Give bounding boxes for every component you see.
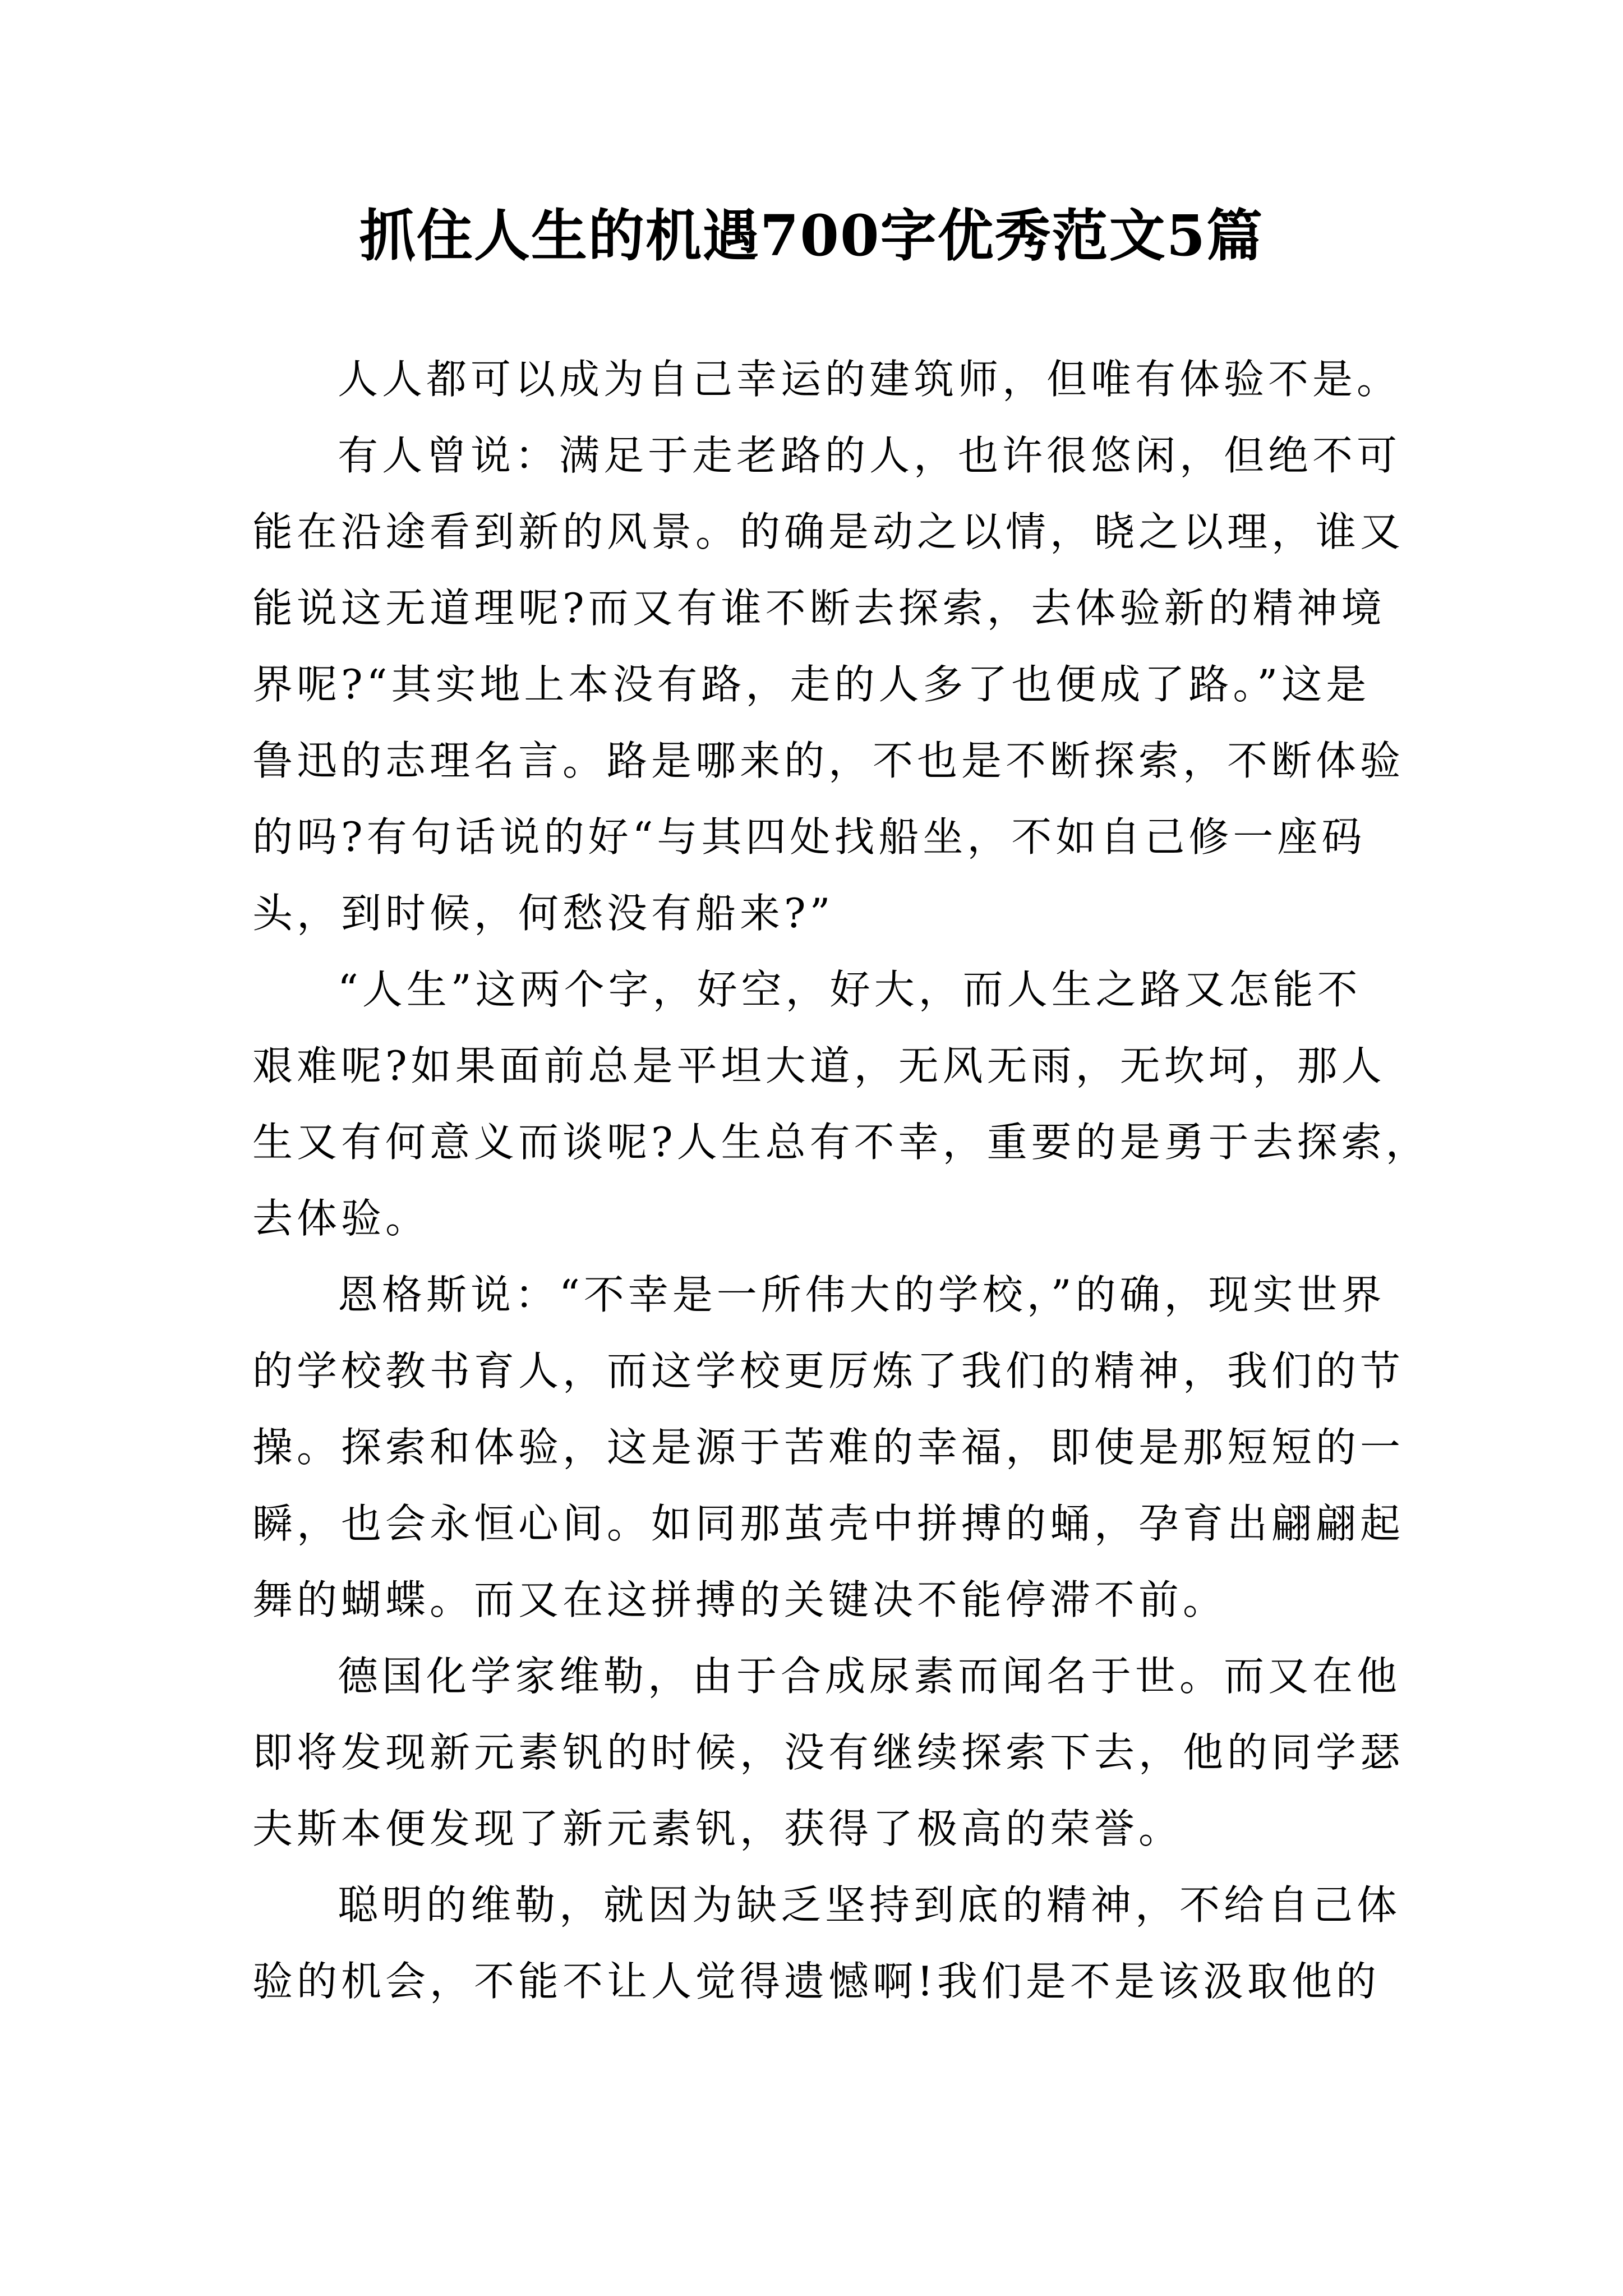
document-title: 抓住人生的机遇700字优秀范文5篇: [359, 203, 1264, 269]
paragraph-line: 艰难呢?如果面前总是平坦大道，无风无雨，无坎坷，那人: [252, 1042, 1386, 1089]
paragraph-line: 验的机会，不能不让人觉得遗憾啊!我们是不是该汲取他的: [252, 1958, 1380, 2005]
document-body: [252, 341, 1430, 2019]
paragraph-line: 即将发现新元素钒的时候，没有继续探索下去，他的同学瑟: [252, 1729, 1405, 1776]
paragraph-line: 聪明的维勒，就因为缺乏坚持到底的精神，不给自己体: [338, 1881, 1401, 1929]
paragraph-line: 舞的蝴蝶。而又在这拼搏的关键决不能停滞不前。: [252, 1576, 1228, 1623]
paragraph-line: 人人都可以成为自己幸运的建筑师，但唯有体验不是。: [338, 356, 1401, 403]
paragraph-line: 恩格斯说：“不幸是一所伟大的学校，”的确，现实世界: [338, 1271, 1386, 1318]
paragraph-line: 鲁迅的志理名言。路是哪来的，不也是不断探索，不断体验: [252, 737, 1405, 784]
paragraph-line: “人生”这两个字，好空，好大，而人生之路又怎能不: [338, 966, 1362, 1013]
paragraph-line: 头，到时候，何愁没有船来?”: [252, 890, 834, 937]
paragraph-line: 生又有何意义而谈呢?人生总有不幸，重要的是勇于去探索，: [252, 1119, 1430, 1166]
paragraph-line: 的吗?有句话说的好“与其四处找船坐，不如自己修一座码: [252, 813, 1366, 861]
paragraph-line: 的学校教书育人，而这学校更厉炼了我们的精神，我们的节: [252, 1347, 1405, 1395]
paragraph-line: 德国化学家维勒，由于合成尿素而闻名于世。而又在他: [338, 1653, 1401, 1700]
paragraph-line: 瞬，也会永恒心间。如同那茧壳中拼搏的蛹，孕育出翩翩起: [252, 1500, 1405, 1547]
paragraph-line: 夫斯本便发现了新元素钒，获得了极高的荣誉。: [252, 1805, 1183, 1852]
paragraph-line: 能在沿途看到新的风景。的确是动之以情，晓之以理，谁又: [252, 508, 1405, 555]
paragraph-line: 操。探索和体验，这是源于苦难的幸福，即使是那短短的一: [252, 1424, 1405, 1471]
paragraph-line: 界呢?“其实地上本没有路，走的人多了也便成了路。”这是: [252, 661, 1371, 708]
paragraph-line: 能说这无道理呢?而又有谁不断去探索，去体验新的精神境: [252, 585, 1386, 632]
paragraph-line: 有人曾说：满足于走老路的人，也许很悠闲，但绝不可: [338, 432, 1401, 479]
paragraph-line: 去体验。: [252, 1195, 430, 1242]
